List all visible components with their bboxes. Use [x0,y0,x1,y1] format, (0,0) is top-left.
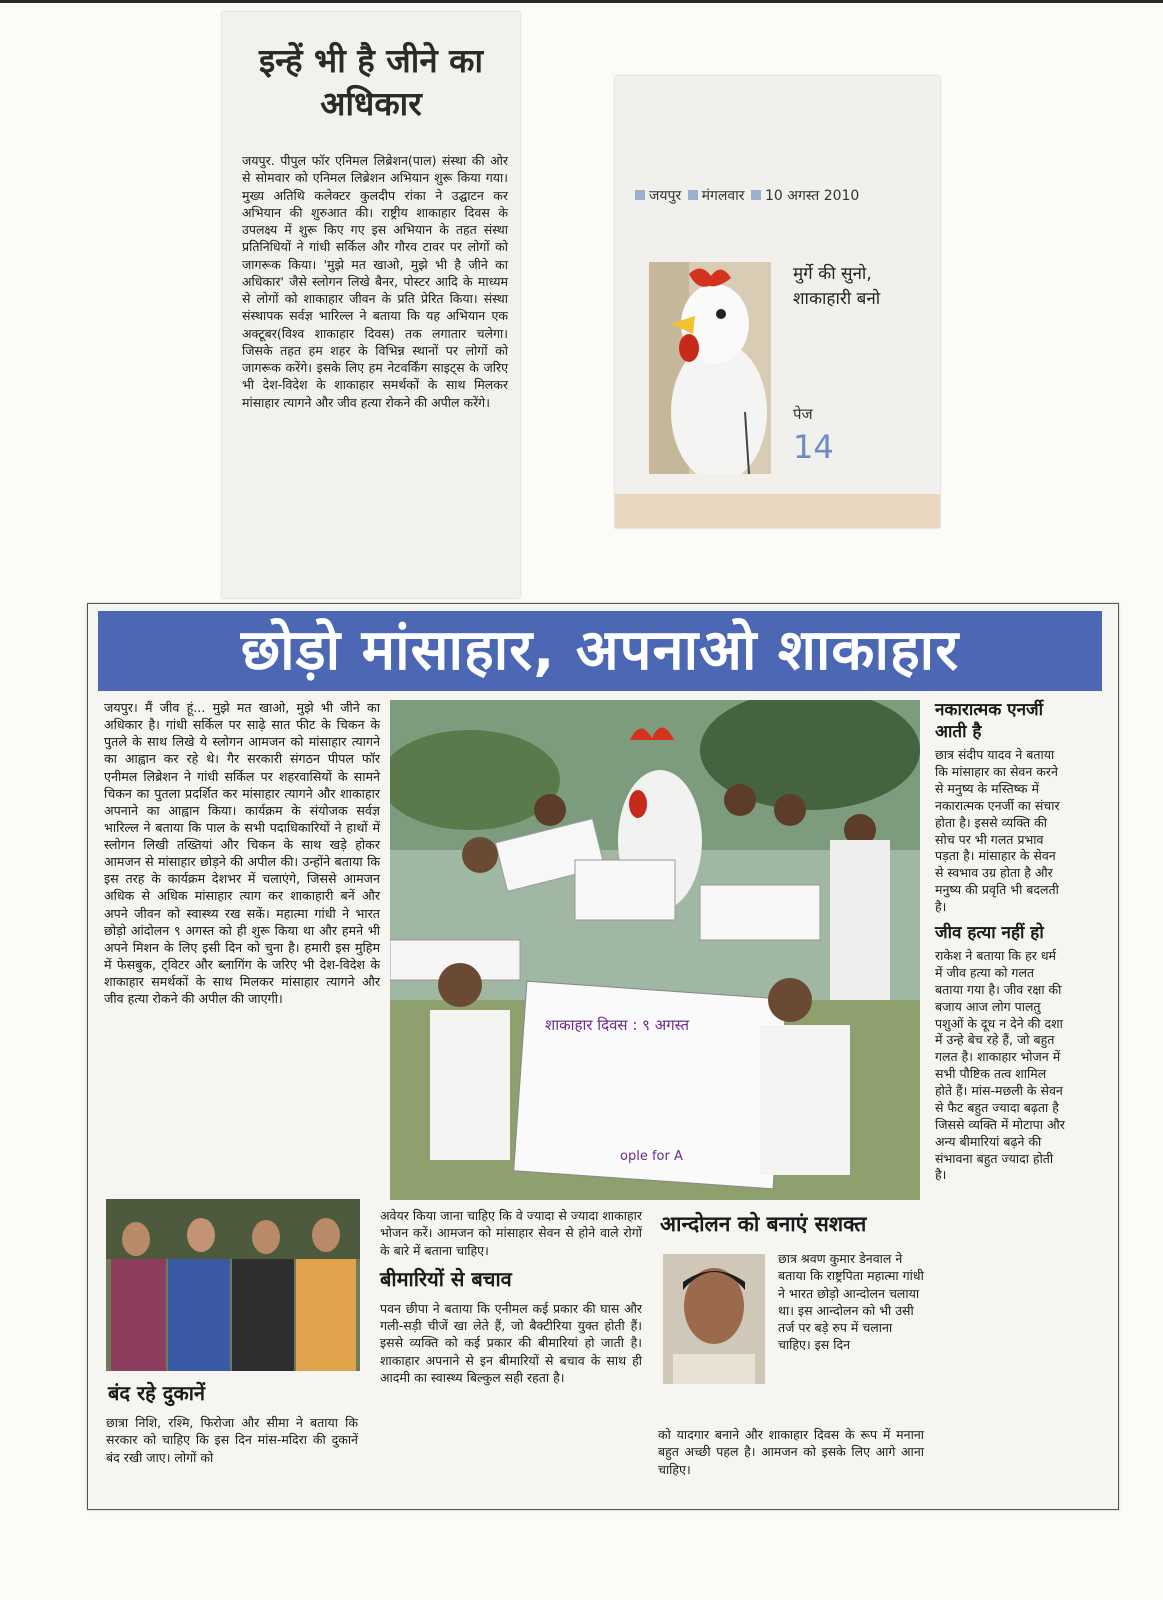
movement-text-2-wrap [658,1426,924,1478]
sidebar-heading-no-killing: जीव हत्या नहीं हो [935,922,1044,943]
sidebar-column [935,699,1065,1190]
students-group-photo [106,1199,360,1371]
dateline [633,186,913,205]
banner-headline: छोड़ो मांसाहार, अपनाओ शाकाहार [98,611,1102,691]
news-clipping-right-to-live [222,12,520,598]
teaser-headline: मुर्गे की सुनो, शाकाहारी बनो [793,264,881,309]
clipping-article [242,152,508,411]
disease-prevention-column [380,1207,642,1386]
group-photo-illustration [390,700,920,1200]
article-body: जयपुर. पीपुल फॉर एनिमल लिब्रेशन(पाल) संस्था की ओर से सोमवार को एनिमल लिब्रेशन अभियान शुरू किया गया। मुख्य अतिथि कलेक्टर कुलदीप रांका ने उद्घाटन कर अभियान की शुरुआत की। राष्ट्रीय शाकाहार दिवस के उपलक्ष्य में शुरू किए गए इस अभियान के तहत संस्था प्रतिनिधियों ने गांधी सर्किल और गौरव टावर पर लोगों को जागरूक किया। 'मुझे मत खाओ, मुझे भी है जीने का अधिकार' जैसे स्लोगन लिखे बैनर, पोस्टर आदि के माध्यम से लोगों को शाकाहार जीवन के प्रति प्रेरित किया। संस्था संस्थापक सर्वज्ञ भारिल्ल ने बताया कि यह अभियान एक अक्टूबर(विश्व शाकाहार दिवस) तक लगातार चलेगा। जिसके तहत हम शहर के विभिन्न स्थानों पर लोगों को जागरूक करेंगे। इसके लिए हम नेटवर्किंग साइट्स के जरिए भी देश-विदेश के शाकाहार समर्थकों के साथ मिलकर मांसाहार त्यागने और जीव हत्या रोकने की अपील करेंगे। [242,153,508,410]
banner-sign-text: शाकाहार दिवस : ९ अगस्त [545,1016,690,1034]
bullet-square-icon [751,190,761,200]
lead-article-text: जयपुर। मैं जीव हूं... मुझे मत खाओ, मुझे भी जीने का अधिकार है। गांधी सर्किल पर साढ़े सात फीट के चिकन के पुतले के साथ लिखे ये स्लोगन आमजन को मांसाहार त्यागने का आह्वान कर रहे थे। गैर सरकारी संगठन पीपल फॉर एनीमल लिब्रेशन ने गांधी सर्किल पर शहरवासियों के सामने चिकन का पुतला प्रदर्शित कर मांसाहार त्यागने और शाकाहार अपनाने का आह्वान किया। कार्यक्रम के संयोजक सर्वज्ञ भारिल्ल ने बताया कि पाल के सभी पदाधिकारियों ने हाथों में स्लोगन लिखी तख्तियां और चिकन के साथ खड़े होकर आमजन से मांसाहार छोड़ने की अपील की। उन्होंने बताया कि इस तरह के कार्यक्रम देशभर में चलाएंगे, जिससे आमजन अधिक से अधिक मांसाहार त्याग कर शाकाहारी बनें और अपने जीवन को स्वास्थ्य रख सकें। महात्मा गांधी ने भारत छोड़ो आंदोलन ९ अगस्त को ही शुरू किया था और हमने भी अपने मिशन के लिए इसी दिन को चुना है। हमारी इस मुहिम में फेसबुक, ट्विटर और ब्लागिंग के जरिए भी देश-विदेश के शाकाहार समर्थकों के साथ मिलकर मांसाहार त्यागने और जीव हत्या रोकने की अपील की जाएगी। [104,700,380,1007]
band-shops-heading: बंद रहे दुकानें [108,1381,206,1405]
page-label: पेज [793,405,813,423]
disease-prevention-text: पवन छीपा ने बताया कि एनीमल कई प्रकार की घास और गली-सड़ी चीजें खा लेते हैं, जो बैक्टीरिया युक्त होती हैं। इससे व्यक्ति को कई प्रकार की बीमारियां हो जाती है। शाकाहार अपनाने से इन बीमारियों से बचाव के साथ ही आदमी का स्वास्थ्य बिल्कुल सही रहता है। [380,1300,642,1385]
band-shops-text-wrap [106,1414,358,1466]
lead-article [104,699,380,1007]
sidebar-paragraph-1: छात्र संदीप यादव ने बताया कि मांसाहार का सेवन करने से मनुष्य के मस्तिष्क में नकारात्मक एनर्जी का संचार होता है। इससे व्यक्ति की सोच पर भी गलत प्रभाव पड़ता है। मांसाहार के सेवन से स्वभाव उग्र होता है और मनुष्य की प्रवृति भी बदलती है। [935,747,1060,915]
top-border-line [0,0,1163,3]
clipping-headline: इन्हें भी है जीने का अधिकार [258,41,484,123]
sidebar-heading-negative-energy: नकारात्मक एनर्जी आती है [935,700,1044,743]
chicken-costume-photo [649,262,771,474]
dateline-city: जयपुर [649,188,682,204]
sidebar-paragraph-2: राकेश ने बताया कि हर धर्म में जीव हत्या को गलत बताया गया है। जीव रक्षा की बजाय आज लोग पालतु पशुओं के दूध न देने की दशा में उन्हे बेच रहे हैं, जो बहुत गलत है। शाकाहार भोजन में सभी पौष्टिक तत्व शामिल होते हैं। मांस-मछली के सेवन से फैट बहुत ज्यादा बढ़ता है जिससे व्यक्ति में मोटापा और अन्य बीमारियां बढ़ने की संभावना बहुत ज्यादा होती है। [935,948,1065,1183]
chicken-costume-illustration [649,262,771,474]
bullet-square-icon [635,190,645,200]
page-number: 14 [793,428,834,466]
banner-sign-org: ople for A [620,1149,683,1164]
students-photo-illustration [106,1199,360,1371]
band-shops-text: छात्रा निशि, रश्मि, फिरोजा और सीमा ने बताया कि सरकार को चाहिए कि इस दिन मांस-मदिरा की दुकानें बंद रखी जाए। लोगों को [106,1415,358,1465]
movement-text-1-wrap [778,1250,926,1354]
movement-heading: आन्दोलन को बनाएं सशक्त [660,1212,867,1236]
movement-text-1: छात्र श्रवण कुमार डेनवाल ने बताया कि राष्ट्रपिता महात्मा गांधी ने भारत छोड़ो आन्दोलन चलाया था। इस आन्दोलन को भी उसी तर्ज पर बड़े रुप में चलाना चाहिए। इस दिन [778,1251,924,1353]
dateline-day: मंगलवार [701,188,745,204]
student-portrait-photo [663,1254,765,1384]
bullet-square-icon [688,190,698,200]
clipping-bottom-strip [615,494,940,528]
news-clipping-main-story [87,603,1119,1510]
continued-text: अवेयर किया जाना चाहिए कि वे ज्यादा से ज्यादा शाकाहार भोजन करें। आमजन को मांसाहार सेवन से होने वाले रोगों के बारे में बताना चाहिए। [380,1208,642,1258]
group-protest-photo [390,700,920,1200]
dateline-date: 10 अगस्त 2010 [764,188,860,204]
news-clipping-front-teaser [615,76,940,528]
disease-prevention-heading: बीमारियों से बचाव [380,1266,512,1291]
movement-text-2: को यादगार बनाने और शाकाहार दिवस के रूप में मनाना बहुत अच्छी पहल है। आमजन को इसके लिए आगे आना चाहिए। [658,1427,924,1477]
portrait-illustration [663,1254,765,1384]
